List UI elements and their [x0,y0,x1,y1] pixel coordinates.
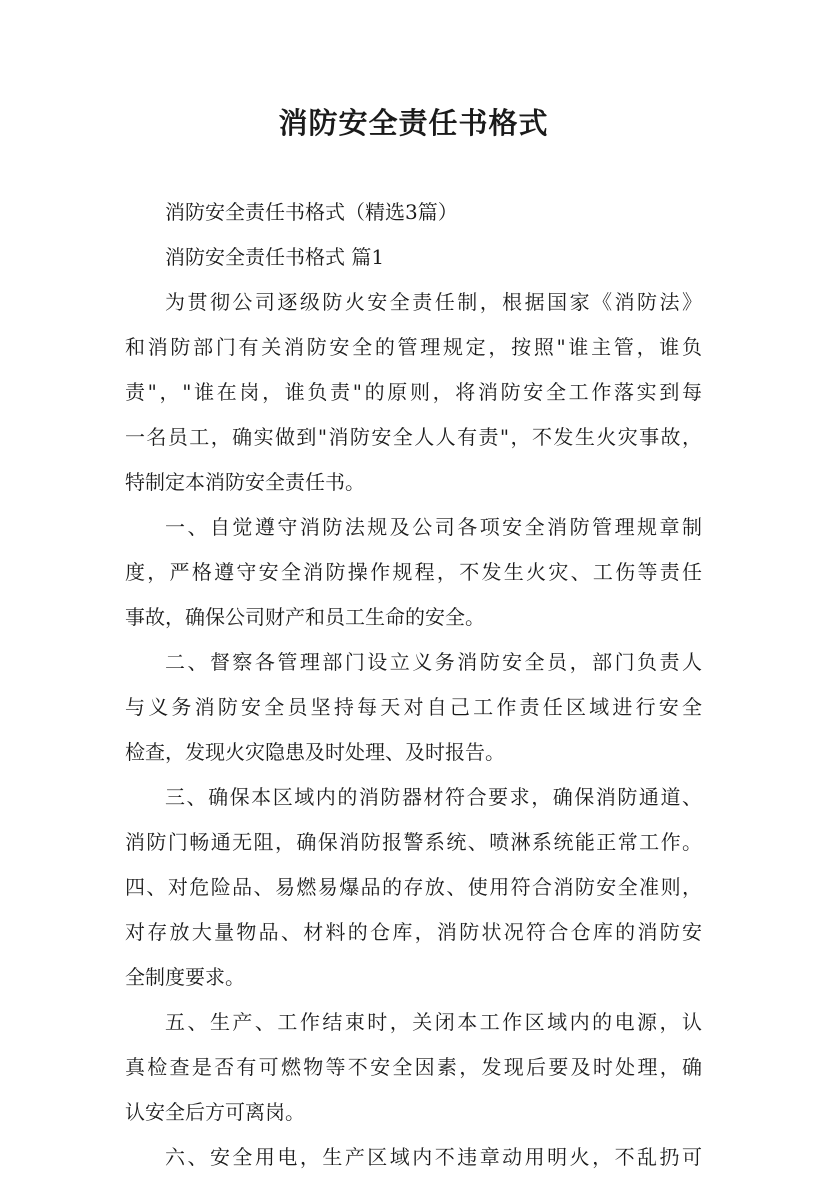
paragraph-line: 事故，确保公司财产和员工生命的安全。 [125,605,485,629]
subtitle: 消防安全责任书格式（精选3篇） [165,200,458,224]
item-6-paragraph [125,1135,702,1180]
paragraph-line: 一名员工，确实做到"消防安全人人有责"，不发生火灾事故， [125,425,702,449]
paragraph-line: 四、对危险品、易燃易爆品的存放、使用符合消防安全准则， [125,875,702,899]
paragraph-line: 一、自觉遵守消防法规及公司各项安全消防管理规章制 [165,515,702,539]
paragraph-line: 为贯彻公司逐级防火安全责任制，根据国家《消防法》 [165,290,702,314]
item-3-paragraph [125,775,702,865]
item-1-paragraph [125,505,702,640]
paragraph-line: 真检查是否有可燃物等不安全因素，发现后要及时处理，确 [125,1055,702,1079]
paragraph-line: 全制度要求。 [125,965,245,989]
item-4-paragraph [125,865,702,1000]
document-title: 消防安全责任书格式 [278,106,549,140]
paragraph-line: 认安全后方可离岗。 [125,1100,305,1124]
item-2-paragraph [125,640,702,775]
paragraph-line: 对存放大量物品、材料的仓库，消防状况符合仓库的消防安 [125,920,702,944]
paragraph-line: 特制定本消防安全责任书。 [125,470,365,494]
paragraph-line: 检查，发现火灾隐患及时处理、及时报告。 [125,740,505,764]
paragraph-line: 二、督察各管理部门设立义务消防安全员，部门负责人 [165,650,702,674]
paragraph-line: 六、安全用电，生产区域内不违章动用明火，不乱扔可 [165,1145,702,1169]
paragraph-line: 与义务消防安全员坚持每天对自己工作责任区域进行安全 [125,695,702,719]
item-5-paragraph [125,1000,702,1135]
paragraph-line: 五、生产、工作结束时，关闭本工作区域内的电源，认 [165,1010,702,1034]
paragraph-line: 度，严格遵守安全消防操作规程，不发生火灾、工伤等责任 [125,560,702,584]
document-body [125,190,702,1180]
paragraph-line: 和消防部门有关消防安全的管理规定，按照"谁主管，谁负 [125,335,702,359]
section-heading: 消防安全责任书格式 篇1 [165,245,385,269]
paragraph-line: 三、确保本区域内的消防器材符合要求，确保消防通道、 [165,785,702,809]
intro-paragraph [125,280,702,505]
paragraph-line: 消防门畅通无阻，确保消防报警系统、喷淋系统能正常工作。 [125,830,702,854]
paragraph-line: 责"，"谁在岗，谁负责"的原则，将消防安全工作落实到每 [125,380,702,404]
